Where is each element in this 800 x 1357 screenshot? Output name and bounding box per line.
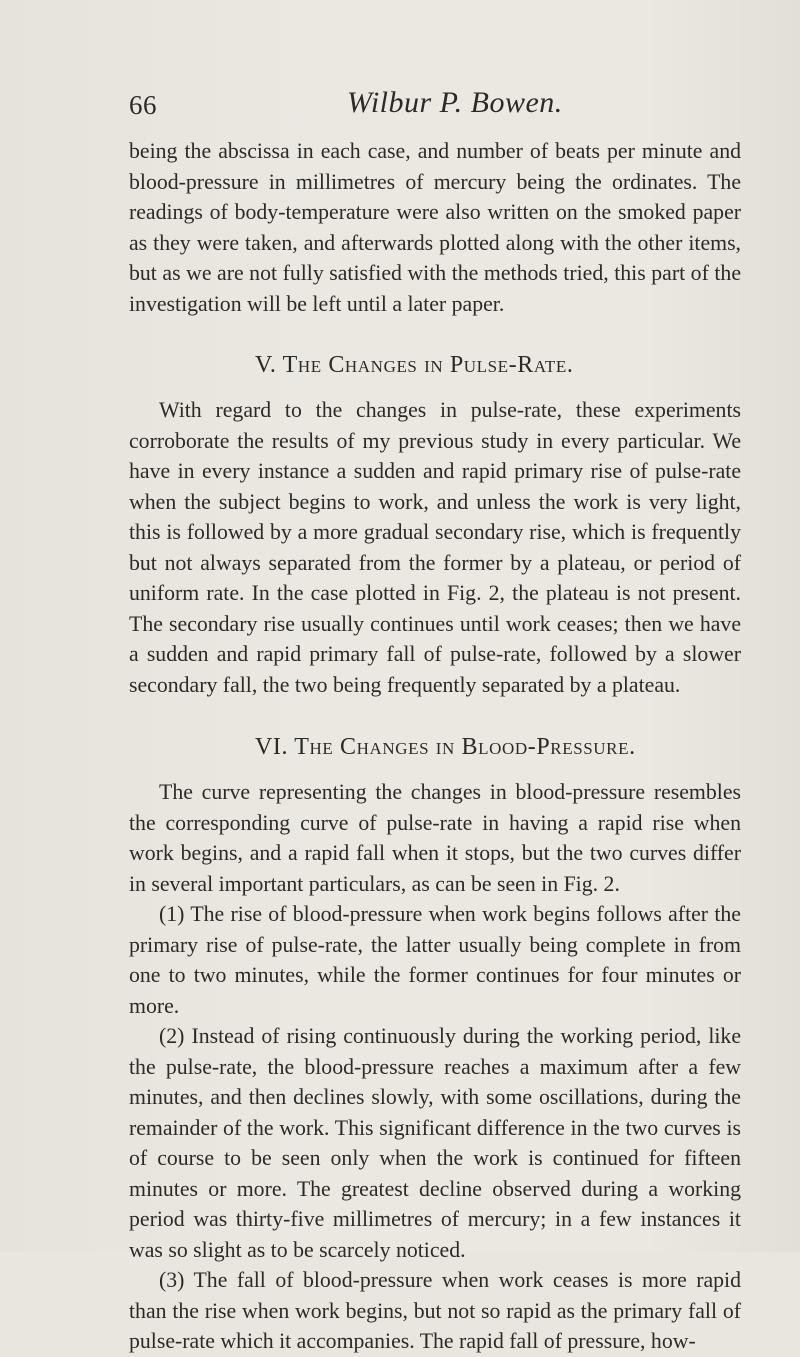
page-number: 66 [129, 90, 157, 120]
page-header [129, 80, 749, 120]
section-heading-blood-pressure: VI. The Changes in Blood-Pressure. [255, 734, 636, 760]
body-text [129, 136, 741, 1357]
paragraph-pulse-rate: With regard to the changes in pulse-rate, these experiments corroborate the results of my previous study in every particular. We have in every instance a sudden and rapid primary rise of pulse-rate when the subject begins to work, and unless the work is very light, this is followed by a more gradual secondary rise, which is frequently but not always separated from the former by a plateau, or period of uniform rate. In the case plotted in Fig. 2, the plateau is not present. The secondary rise usually continues until work ceases; then we have a sudden and rapid primary fall of pulse-rate, followed by a slower secondary fall, the two being frequently separated by a plateau. [129, 398, 741, 697]
paragraph-point-2: (2) Instead of rising continuously during the working period, like the pulse-rate, the blood-pressure reaches a maximum after a few minutes, and then declines slowly, with some oscillations, during the remainder of the work. This significant difference in the two curves is of course to be seen only when the work is continued for fifteen minutes or more. The greatest decline observed during a working period was thirty-five millimetres of mercury; in a few instances it was so slight as to be scarcely noticed. [129, 1024, 741, 1262]
paragraph-blood-pressure-intro: The curve representing the changes in blood-pressure resembles the corresponding curve of pulse-rate in having a rapid rise when work begins, and a rapid fall when it stops, but the two curves differ in several important particulars, as can be seen in Fig. 2. [129, 780, 741, 896]
paragraph-point-1: (1) The rise of blood-pressure when work begins follows after the primary rise of pulse-rate, the latter usually being complete in from one to two minutes, while the former continues for four minutes or more. [129, 902, 741, 1018]
section-heading-pulse-rate: V. The Changes in Pulse-Rate. [255, 352, 574, 378]
paragraph-point-3: (3) The fall of blood-pressure when work ceases is more rapid than the rise when work begins, but not so rapid as the primary fall of pulse-rate which it accompanies. The rapid fall of pressure, how- [129, 1268, 741, 1353]
running-head-author: Wilbur P. Bowen. [347, 86, 563, 119]
paragraph-continuation: being the abscissa in each case, and number of beats per minute and blood-pressure in millimetres of mercury being the ordinates. The readings of body-temperature were also written on the smoked paper as they were taken, and afterwards plotted along with the other items, but as we are not fully satisfied with the methods tried, this part of the investigation will be left until a later paper. [129, 139, 741, 316]
